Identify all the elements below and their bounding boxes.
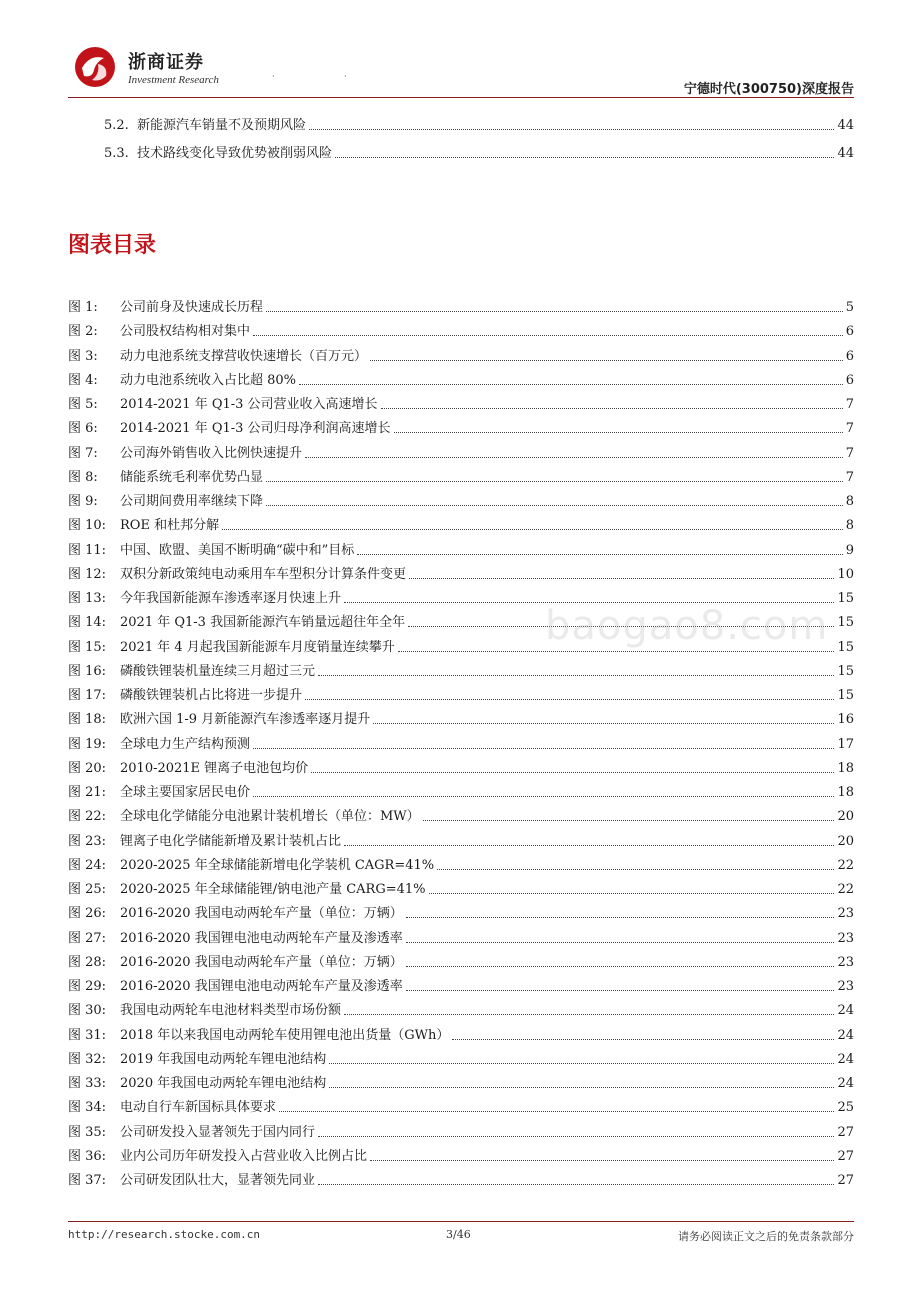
figure-page: 15	[837, 639, 854, 655]
figure-title-text: 2020-2025 年全球储能锂/钠电池产量 CARG=41%	[120, 882, 426, 897]
dot-leader	[335, 157, 834, 158]
toc-row-figure[interactable]	[68, 514, 854, 534]
dot-leader	[329, 1087, 834, 1088]
dot-leader	[409, 578, 834, 579]
figure-number: 图 19:	[68, 736, 107, 752]
toc-row-figure[interactable]	[68, 1048, 854, 1068]
figure-title-text: 2016-2020 我国锂电池电动两轮车产量及渗透率	[120, 930, 403, 946]
dot-leader	[406, 942, 835, 943]
decor-dot: ·	[272, 72, 275, 82]
figure-page: 27	[837, 1148, 854, 1164]
figure-title-text: 公司前身及快速成长历程	[120, 300, 264, 315]
figure-number: 图 13:	[68, 591, 107, 606]
figure-page: 20	[837, 833, 854, 849]
toc-row-figure[interactable]	[68, 466, 854, 486]
figure-page: 24	[837, 1076, 854, 1091]
figure-number: 图 37:	[68, 1173, 107, 1188]
figure-number: 图 21:	[68, 785, 107, 800]
figure-page: 23	[837, 930, 854, 946]
toc-row-figure[interactable]	[68, 878, 854, 898]
figure-title-text: 2020-2025 年全球储能新增电化学装机 CAGR=41%	[120, 857, 435, 873]
figure-page: 27	[837, 1173, 854, 1188]
footer-disclaimer: 请务必阅读正文之后的免责条款部分	[678, 1230, 854, 1243]
figure-page: 10	[837, 566, 854, 582]
dot-leader	[437, 869, 834, 870]
figure-number: 图 27:	[68, 930, 107, 946]
toc-row-figure[interactable]	[68, 1121, 854, 1141]
dot-leader	[344, 845, 834, 846]
footer-page-number: 3/46	[446, 1228, 471, 1241]
figure-number: 图 4:	[68, 372, 98, 388]
figure-number: 图 14:	[68, 615, 107, 631]
figure-title-text: 公司股权结构相对集中	[120, 324, 251, 340]
dot-leader	[406, 966, 835, 967]
figure-page: 24	[837, 1003, 854, 1019]
figure-number: 图 30:	[68, 1003, 107, 1019]
brand-name-en: Investment Research	[128, 74, 219, 86]
dot-leader	[373, 723, 834, 724]
toc-row-figure[interactable]	[68, 975, 854, 995]
figure-page: 23	[837, 906, 854, 922]
dot-leader	[344, 1014, 834, 1015]
page-header	[68, 38, 854, 98]
figure-title-text: 我国电动两轮车电池材料类型市场份额	[120, 1003, 342, 1019]
dot-leader	[253, 796, 834, 797]
figure-number: 图 26:	[68, 906, 107, 922]
dot-leader	[305, 457, 843, 458]
figure-title-text: 动力电池系统收入占比超 80%	[120, 372, 297, 388]
figure-title-text: 2016-2020 我国锂电池电动两轮车产量及渗透率	[120, 979, 403, 994]
dot-leader	[394, 432, 843, 433]
figure-number: 图 35:	[68, 1124, 107, 1140]
section-number: 5.2.	[104, 118, 129, 133]
figure-number: 图 22:	[68, 809, 107, 825]
toc-row-figure[interactable]	[68, 490, 854, 510]
toc-row-figure[interactable]	[68, 951, 854, 971]
figure-number: 图 3:	[68, 348, 98, 364]
figure-title-text: 公司研发团队壮大，显著领先同业	[120, 1173, 316, 1188]
toc-row-figure[interactable]	[68, 999, 854, 1019]
dot-leader	[357, 554, 842, 555]
toc-row-section[interactable]	[68, 142, 854, 162]
figure-title-text: ROE 和杜邦分解	[120, 518, 220, 534]
dot-leader	[452, 1039, 834, 1040]
figure-page: 24	[837, 1051, 854, 1067]
figure-page: 23	[837, 954, 854, 970]
figure-title-text: 全球电化学储能分电池累计装机增长（单位：MW）	[120, 809, 420, 825]
dot-leader	[406, 990, 835, 991]
toc-row-figure[interactable]	[68, 684, 854, 704]
figure-number: 图 16:	[68, 663, 107, 679]
toc-row-figure[interactable]	[68, 563, 854, 583]
figure-page: 5	[845, 300, 854, 315]
dot-leader	[266, 505, 843, 506]
section-title-text: 新能源汽车销量不及预期风险	[137, 118, 307, 133]
figure-number: 图 11:	[68, 542, 107, 558]
figure-number: 图 15:	[68, 639, 107, 655]
figure-page: 15	[837, 615, 854, 631]
figure-page: 15	[837, 663, 854, 679]
dot-leader	[318, 675, 834, 676]
toc-row-figure[interactable]	[68, 1072, 854, 1092]
figure-page: 18	[837, 760, 854, 776]
figure-title-text: 锂离子电化学储能新增及累计装机占比	[120, 833, 342, 849]
dot-leader	[266, 311, 843, 312]
figure-number: 图 34:	[68, 1100, 107, 1116]
dot-leader	[370, 360, 843, 361]
figure-page: 22	[837, 857, 854, 873]
dot-leader	[406, 917, 835, 918]
figure-title-text: 2016-2020 我国电动两轮车产量（单位：万辆）	[120, 954, 403, 970]
figure-title-text: 2019 年我国电动两轮车锂电池结构	[120, 1051, 327, 1067]
figure-page: 7	[845, 421, 854, 437]
dot-leader	[318, 1136, 834, 1137]
toc-row-figure[interactable]	[68, 442, 854, 462]
section-page: 44	[837, 118, 854, 133]
toc-row-figure[interactable]	[68, 660, 854, 680]
toc-row-figure[interactable]	[68, 927, 854, 947]
figure-number: 图 18:	[68, 712, 107, 728]
figure-page: 22	[837, 882, 854, 897]
figure-page: 17	[837, 736, 854, 752]
figure-number: 图 17:	[68, 688, 107, 703]
figure-title-text: 2014-2021 年 Q1-3 公司归母净利润高速增长	[120, 421, 391, 437]
report-title: 宁德时代(300750)深度报告	[683, 82, 854, 97]
figure-title-text: 公司海外销售收入比例快速提升	[120, 445, 303, 461]
figure-number: 图 28:	[68, 954, 107, 970]
toc-row-figure[interactable]	[68, 539, 854, 559]
figure-number: 图 20:	[68, 760, 107, 776]
figure-page: 15	[837, 591, 854, 606]
figure-number: 图 1:	[68, 300, 98, 315]
toc-row-figure[interactable]	[68, 854, 854, 874]
figure-number: 图 6:	[68, 421, 98, 437]
figure-page: 27	[837, 1124, 854, 1140]
figure-page: 18	[837, 785, 854, 800]
figure-title-text: 储能系统毛利率优势凸显	[120, 469, 264, 485]
zheshang-logo-icon	[72, 44, 118, 90]
dot-leader	[253, 335, 843, 336]
figure-title-text: 2020 年我国电动两轮车锂电池结构	[120, 1076, 327, 1091]
dot-leader	[429, 893, 835, 894]
figure-title-text: 2010-2021E 锂离子电池包均价	[120, 760, 309, 776]
dot-leader	[318, 1184, 834, 1185]
figure-title-text: 公司研发投入显著领先于国内同行	[120, 1124, 316, 1140]
figure-title-text: 双积分新政策纯电动乘用车车型积分计算条件变更	[120, 566, 407, 582]
figure-page: 7	[845, 445, 854, 461]
section-number: 5.3.	[104, 146, 129, 161]
figure-title-text: 今年我国新能源车渗透率逐月快速上升	[120, 591, 342, 606]
dot-leader	[305, 699, 834, 700]
figure-page: 24	[837, 1027, 854, 1043]
dot-leader	[253, 748, 834, 749]
dot-leader	[329, 1063, 834, 1064]
figure-page: 7	[845, 397, 854, 412]
figure-title-text: 全球电力生产结构预测	[120, 736, 251, 752]
dot-leader	[222, 529, 843, 530]
toc-row-figure[interactable]	[68, 757, 854, 777]
figure-number: 图 10:	[68, 518, 107, 534]
figure-page: 9	[845, 542, 854, 558]
footer-url[interactable]: http://research.stocke.com.cn	[68, 1228, 261, 1241]
figure-number: 图 32:	[68, 1051, 107, 1067]
dot-leader	[398, 651, 835, 652]
dot-leader	[311, 772, 834, 773]
figure-title-text: 业内公司历年研发投入占营业收入比例占比	[120, 1148, 368, 1164]
toc-row-figure[interactable]	[68, 708, 854, 728]
figure-title-text: 2016-2020 我国电动两轮车产量（单位：万辆）	[120, 906, 403, 922]
figure-title-text: 2014-2021 年 Q1-3 公司营业收入高速增长	[120, 397, 378, 412]
figure-number: 图 33:	[68, 1076, 107, 1091]
toc-row-figure[interactable]	[68, 805, 854, 825]
section-page: 44	[837, 146, 854, 161]
dot-leader	[309, 129, 834, 130]
figure-page: 8	[845, 518, 854, 534]
figure-list-heading: 图表目录	[68, 233, 157, 258]
figure-title-text: 磷酸铁锂装机量连续三月超过三元	[120, 663, 316, 679]
dot-leader	[279, 1111, 834, 1112]
figure-page: 8	[845, 494, 854, 509]
figure-title-text: 2018 年以来我国电动两轮车使用锂电池出货量（GWh）	[120, 1027, 450, 1043]
toc-row-figure[interactable]	[68, 296, 854, 316]
figure-number: 图 29:	[68, 979, 107, 994]
figure-title-text: 电动自行车新国标具体要求	[120, 1100, 277, 1116]
toc-row-figure[interactable]	[68, 902, 854, 922]
dot-leader	[381, 408, 843, 409]
figure-title-text: 2021 年 4 月起我国新能源车月度销量连续攀升	[120, 639, 395, 655]
figure-number: 图 31:	[68, 1027, 107, 1043]
figure-page: 23	[837, 979, 854, 994]
figure-number: 图 8:	[68, 469, 98, 485]
brand-name-cn: 浙商证券	[128, 52, 204, 73]
header-divider	[68, 97, 854, 98]
dot-leader	[299, 384, 843, 385]
toc-row-figure[interactable]	[68, 1096, 854, 1116]
figure-title-text: 全球主要国家居民电价	[120, 785, 251, 800]
figure-page: 6	[845, 324, 854, 340]
toc-row-figure[interactable]	[68, 830, 854, 850]
figure-page: 20	[837, 809, 854, 825]
figure-number: 图 9:	[68, 494, 98, 509]
toc-row-figure[interactable]	[68, 781, 854, 801]
figure-number: 图 12:	[68, 566, 107, 582]
watermark: baogao8.com	[545, 603, 829, 649]
toc-row-figure[interactable]	[68, 369, 854, 389]
toc-row-figure[interactable]	[68, 1145, 854, 1165]
figure-title-text: 动力电池系统支撑营收快速增长（百万元）	[120, 348, 368, 364]
figure-title-text: 中国、欧盟、美国不断明确“碳中和”目标	[120, 542, 355, 558]
figure-title-text: 2021 年 Q1-3 我国新能源汽车销量远超往年全年	[120, 615, 406, 631]
figure-page: 15	[837, 688, 854, 703]
figure-page: 25	[837, 1100, 854, 1116]
dot-leader	[423, 820, 835, 821]
figure-number: 图 2:	[68, 324, 98, 340]
section-title-text: 技术路线变化导致优势被削弱风险	[137, 146, 333, 161]
toc-row-figure[interactable]	[68, 345, 854, 365]
toc-row-figure[interactable]	[68, 417, 854, 437]
dot-leader	[266, 481, 843, 482]
dot-leader	[370, 1160, 834, 1161]
figure-number: 图 25:	[68, 882, 107, 897]
toc-row-section[interactable]	[68, 114, 854, 134]
toc-row-figure[interactable]	[68, 733, 854, 753]
decor-dot: ·	[344, 72, 347, 82]
figure-number: 图 23:	[68, 833, 107, 849]
figure-number: 图 7:	[68, 445, 98, 461]
toc-row-figure[interactable]	[68, 320, 854, 340]
figure-number: 图 5:	[68, 397, 98, 412]
figure-title-text: 磷酸铁锂装机占比将进一步提升	[120, 688, 303, 703]
figure-page: 16	[837, 712, 854, 728]
toc-row-figure[interactable]	[68, 1169, 854, 1189]
figure-number: 图 24:	[68, 857, 107, 873]
toc-row-figure[interactable]	[68, 1024, 854, 1044]
figure-page: 6	[845, 372, 854, 388]
figure-number: 图 36:	[68, 1148, 107, 1164]
toc-row-figure[interactable]	[68, 393, 854, 413]
figure-title-text: 公司期间费用率继续下降	[120, 494, 264, 509]
footer-divider	[68, 1221, 854, 1222]
figure-page: 7	[845, 469, 854, 485]
figure-page: 6	[845, 348, 854, 364]
figure-title-text: 欧洲六国 1-9 月新能源汽车渗透率逐月提升	[120, 712, 371, 728]
